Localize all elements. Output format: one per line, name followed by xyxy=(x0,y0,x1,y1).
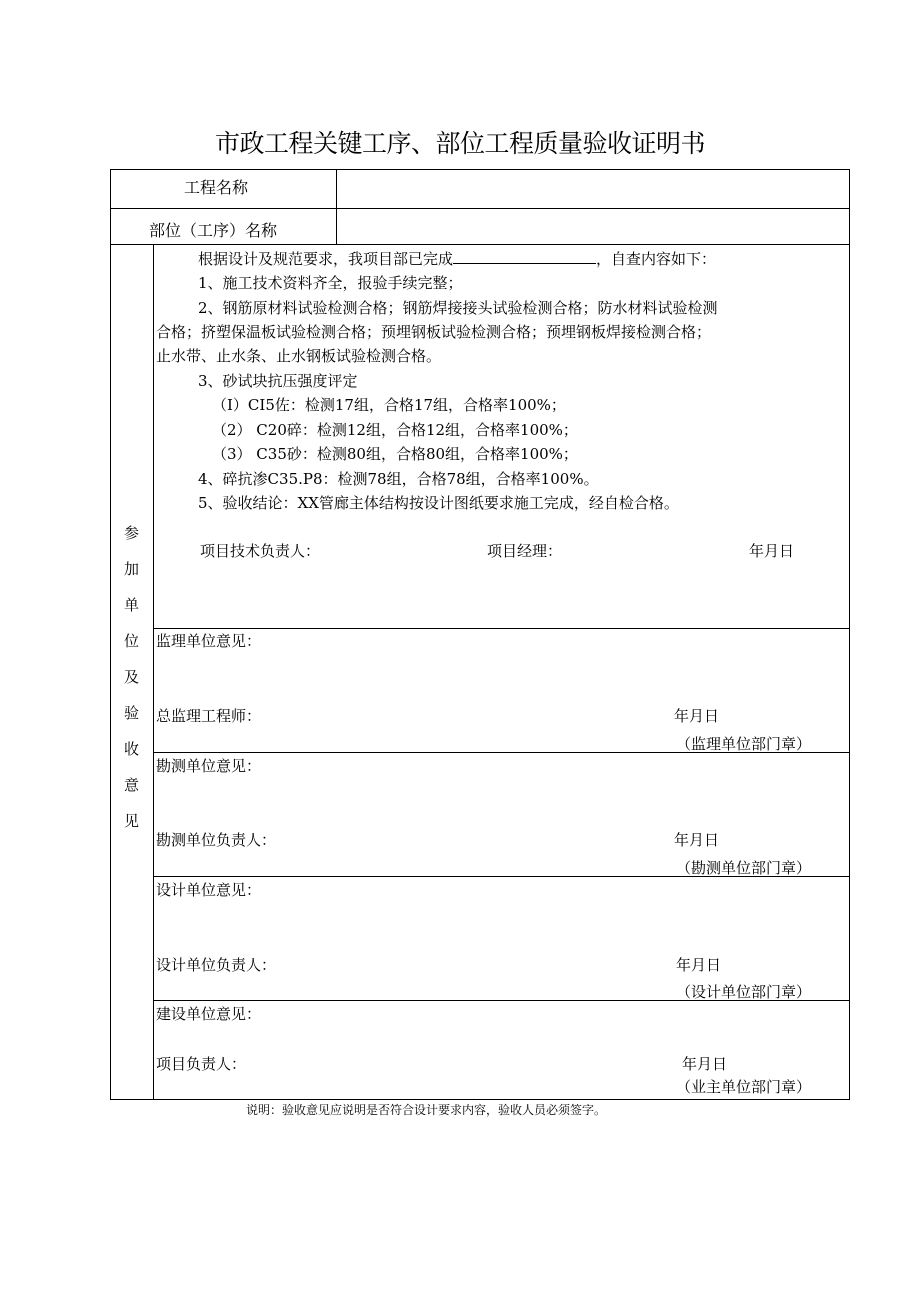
survey-date-label: 年月日 xyxy=(674,831,720,849)
design-lead-signature-label: 设计单位负责人： xyxy=(156,956,277,974)
survey-lead-signature-label: 勘测单位负责人： xyxy=(156,831,277,849)
project-manager-signature-label: 项目经理： xyxy=(487,542,563,560)
design-opinion-label: 设计单位意见： xyxy=(156,881,262,899)
side-label-char: 单 xyxy=(123,596,139,614)
check-item-3: 3、砂试块抗压强度评定 xyxy=(198,372,358,390)
participating-units-label xyxy=(110,515,153,839)
side-label-char: 参 xyxy=(123,524,139,542)
contractor-intro xyxy=(198,248,716,270)
check-item-2-line-3: 止水带、止水条、止水钢板试验检测合格。 xyxy=(156,347,442,365)
side-label-char: 见 xyxy=(123,812,139,830)
check-item-4: 4、碎抗渗C35.P8：检测78组，合格78组，合格率100%。 xyxy=(198,470,599,488)
check-item-3-3: （3） C35砂：检测80组，合格80组，合格率100%； xyxy=(212,445,578,463)
supervision-date-label: 年月日 xyxy=(674,707,720,725)
check-item-5: 5、验收结论：XX管廊主体结构按设计图纸要求施工完成，经自检合格。 xyxy=(198,494,679,512)
completed-work-blank[interactable] xyxy=(453,248,596,264)
side-label-char: 位 xyxy=(123,632,139,650)
table-border-bottom xyxy=(110,1099,850,1100)
design-date-label: 年月日 xyxy=(676,956,722,974)
project-name-field[interactable] xyxy=(337,170,849,208)
intro-prefix: 根据设计及规范要求，我项目部已完成 xyxy=(198,250,454,268)
survey-stamp-label: （勘测单位部门章） xyxy=(676,859,812,877)
footnote: 说明：验收意见应说明是否符合设计要求内容，验收人员必须签字。 xyxy=(246,1103,607,1117)
construction-date-label: 年月日 xyxy=(682,1055,728,1073)
document-title: 市政工程关键工序、部位工程质量验收证明书 xyxy=(214,129,705,158)
side-label-char: 验 xyxy=(123,704,139,722)
side-column-divider xyxy=(153,244,154,1100)
contractor-date-label: 年月日 xyxy=(749,542,795,560)
design-stamp-label: （设计单位部门章） xyxy=(676,983,812,1001)
tech-lead-signature-label: 项目技术负责人： xyxy=(200,542,321,560)
row-divider-contractor xyxy=(153,628,850,629)
check-item-3-1: （I）CI5佐：检测17组，合格17组，合格率100%； xyxy=(212,396,566,414)
survey-opinion-label: 勘测单位意见： xyxy=(156,757,262,775)
check-item-2-line-1: 2、钢筋原材料试验检测合格；钢筋焊接接头试验检测合格；防水材料试验检测 xyxy=(198,299,718,317)
side-label-char: 及 xyxy=(123,668,139,686)
table-border-right xyxy=(849,169,850,1100)
check-item-3-2: （2） C20碎：检测12组，合格12组，合格率100%； xyxy=(212,421,578,439)
side-label-char: 收 xyxy=(123,740,139,758)
project-lead-signature-label: 项目负责人： xyxy=(156,1055,247,1073)
supervision-stamp-label: （监理单位部门章） xyxy=(676,735,812,753)
part-name-label: 部位（工序）名称 xyxy=(149,221,278,240)
row-divider-part-name xyxy=(110,244,850,245)
intro-suffix: ，自查内容如下： xyxy=(596,250,717,268)
owner-stamp-label: （业主单位部门章） xyxy=(676,1078,812,1096)
construction-opinion-label: 建设单位意见： xyxy=(156,1005,262,1023)
part-name-field[interactable] xyxy=(337,209,849,244)
supervision-opinion-label: 监理单位意见： xyxy=(156,632,262,650)
project-name-label: 工程名称 xyxy=(184,178,249,197)
chief-supervisor-signature-label: 总监理工程师： xyxy=(156,707,262,725)
side-label-char: 意 xyxy=(123,776,139,794)
check-item-2-line-2: 合格；挤塑保温板试验检测合格；预埋钢板试验检测合格；预埋钢板焊接检测合格； xyxy=(156,323,712,341)
check-item-1: 1、施工技术资料齐全，报验手续完整； xyxy=(198,274,463,292)
side-label-char: 加 xyxy=(123,560,139,578)
